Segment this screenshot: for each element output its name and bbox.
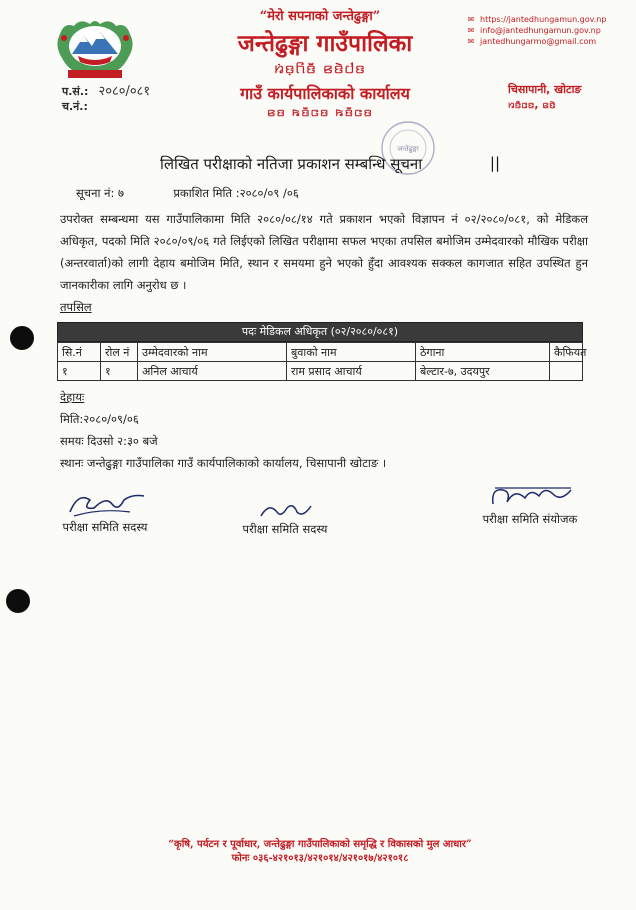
office-location: [508, 82, 608, 112]
signature-block-1: [50, 486, 160, 535]
cn-label: च.नं.:: [62, 100, 88, 113]
signature-block-3: [470, 482, 590, 527]
office-subtitle-script: ꤕꤢ ꤒꤢꤪꤍꤢ ꤒꤢꤪꤍꤢ: [267, 104, 373, 120]
email-link[interactable]: info@jantedhungamun.gov.np: [480, 26, 601, 35]
municipality-name-script: ꤙꤦꤢ꤫ꤖꤢꤪ ꤕꤢꤧꤓꤢ: [274, 58, 366, 77]
globe-icon: ✉: [467, 15, 475, 24]
col-roll: रोल नं: [101, 343, 138, 362]
footer-slogan: “कृषि, पर्यटन र पूर्वाधार, जन्तेढुङ्गा गाउँपालिकाको समृद्धि र विकासको मुल आधार”: [168, 839, 472, 850]
punch-hole: [10, 326, 34, 350]
email-row: [466, 25, 616, 36]
ps-value: २०८०/०८१: [98, 84, 151, 99]
punch-hole: [6, 589, 30, 613]
cell-remarks: [550, 362, 583, 381]
schedule-heading: देहायः: [60, 390, 85, 404]
notice-body: उपरोक्त सम्बन्धमा यस गाउँपालिकामा मिति २०८०/०८/१४ गते प्रकाशन भएको विज्ञापन नं ०२/२०८०/०८१, को मेडिकल अधिकृत, पदको मिति २०८०/०९/०६ गते लिईएको लिखित परीक्षामा सफल भएका तपसिल बमोजिम उम्मेदवारको मौखिक परीक्षा (अन्तरवार्ता)को लागी देहाय बमोजिम मिति, स्थान र समयमा हुने भएको हुँदा आवश्यक सक्कल कागजात सहित उपस्थित हुन जानकारीका लागि अनुरोध छ ।: [60, 212, 588, 292]
table-header-row: [58, 343, 583, 362]
signature-3-icon: [485, 482, 575, 512]
detail-heading: तपसिल: [60, 300, 92, 314]
signature-1-role: परीक्षा समिति सदस्य: [62, 520, 148, 534]
email2-row: [466, 36, 616, 47]
website-link[interactable]: https://jantedhungamun.gov.np: [480, 15, 607, 24]
notice-meta: [76, 186, 299, 201]
footer: [120, 838, 520, 866]
government-emblem-icon: [50, 16, 140, 82]
published-date: प्रकाशित मिति :२०८०/०९ /०६: [173, 186, 299, 200]
stamp-text: जन्तेढुङ्गा: [397, 145, 419, 153]
col-candidate: उम्मेदवारको नाम: [138, 343, 287, 362]
candidate-table: [57, 342, 587, 381]
schedule-date: मिति:२०८०/०९/०६: [60, 412, 139, 426]
col-father: बुवाको नाम: [287, 343, 416, 362]
schedule-time: समयः दिउसो २:३० बजे: [60, 434, 158, 448]
cell-address: बेल्टार-७, उदयपुर: [416, 362, 550, 381]
table-row: [58, 362, 583, 381]
email-icon: ✉: [467, 26, 475, 35]
col-address: ठेगाना: [416, 343, 550, 362]
results-table: [57, 322, 587, 381]
col-serial: सि.नं: [58, 343, 101, 362]
municipality-name: जन्तेढुङ्गा गाउँपालिका: [237, 30, 413, 57]
email2-link[interactable]: jantedhungarmo@gmail.com: [480, 37, 597, 46]
notice-number: सूचना नं: ७: [76, 186, 124, 200]
reference-block: [62, 84, 150, 114]
mail-icon: ✉: [467, 37, 475, 46]
signature-2-role: परीक्षा समिति सदस्य: [242, 522, 328, 536]
cell-serial: १: [58, 362, 101, 381]
website-row: [466, 14, 616, 25]
signature-block-2: [230, 500, 340, 537]
location-text: चिसापानी, खोटाङ: [508, 83, 582, 96]
signature-3-role: परीक्षा समिति संयोजक: [482, 512, 578, 526]
location-script: ꤙꤢꤪꤍꤢ, ꤕꤢꤧ: [508, 98, 556, 111]
notice-title-row: [160, 154, 500, 174]
ps-label: प.सं.:: [62, 85, 89, 98]
contact-block: [466, 14, 616, 47]
schedule-place: स्थानः जन्तेढुङ्गा गाउँपालिका गाउँ कार्यपालिकाको कार्यालय, चिसापानी खोटाङ ।: [60, 456, 387, 470]
cell-father: राम प्रसाद आचार्य: [287, 362, 416, 381]
notice-title: लिखित परीक्षाको नतिजा प्रकाशन सम्बन्धि सूचना: [160, 155, 423, 173]
cell-roll: १: [101, 362, 138, 381]
title-mark: ||: [489, 154, 500, 172]
cell-candidate: अनिल आचार्य: [138, 362, 287, 381]
signature-1-icon: [60, 486, 150, 520]
signature-2-icon: [255, 500, 315, 522]
table-title: पदः मेडिकल अधिकृत (०२/२०८०/०८१): [57, 322, 583, 342]
interview-schedule: [60, 386, 386, 474]
motto: “मेरो सपनाको जन्तेढुङ्गा”: [259, 9, 381, 24]
col-remarks: कैफियत: [550, 343, 583, 362]
footer-phone: फोनः ०३६-४२१०१३/४२१०१४/४२१०१७/४२१०१८: [231, 853, 409, 864]
office-subtitle: गाउँ कार्यपालिकाको कार्यालय: [240, 84, 410, 103]
